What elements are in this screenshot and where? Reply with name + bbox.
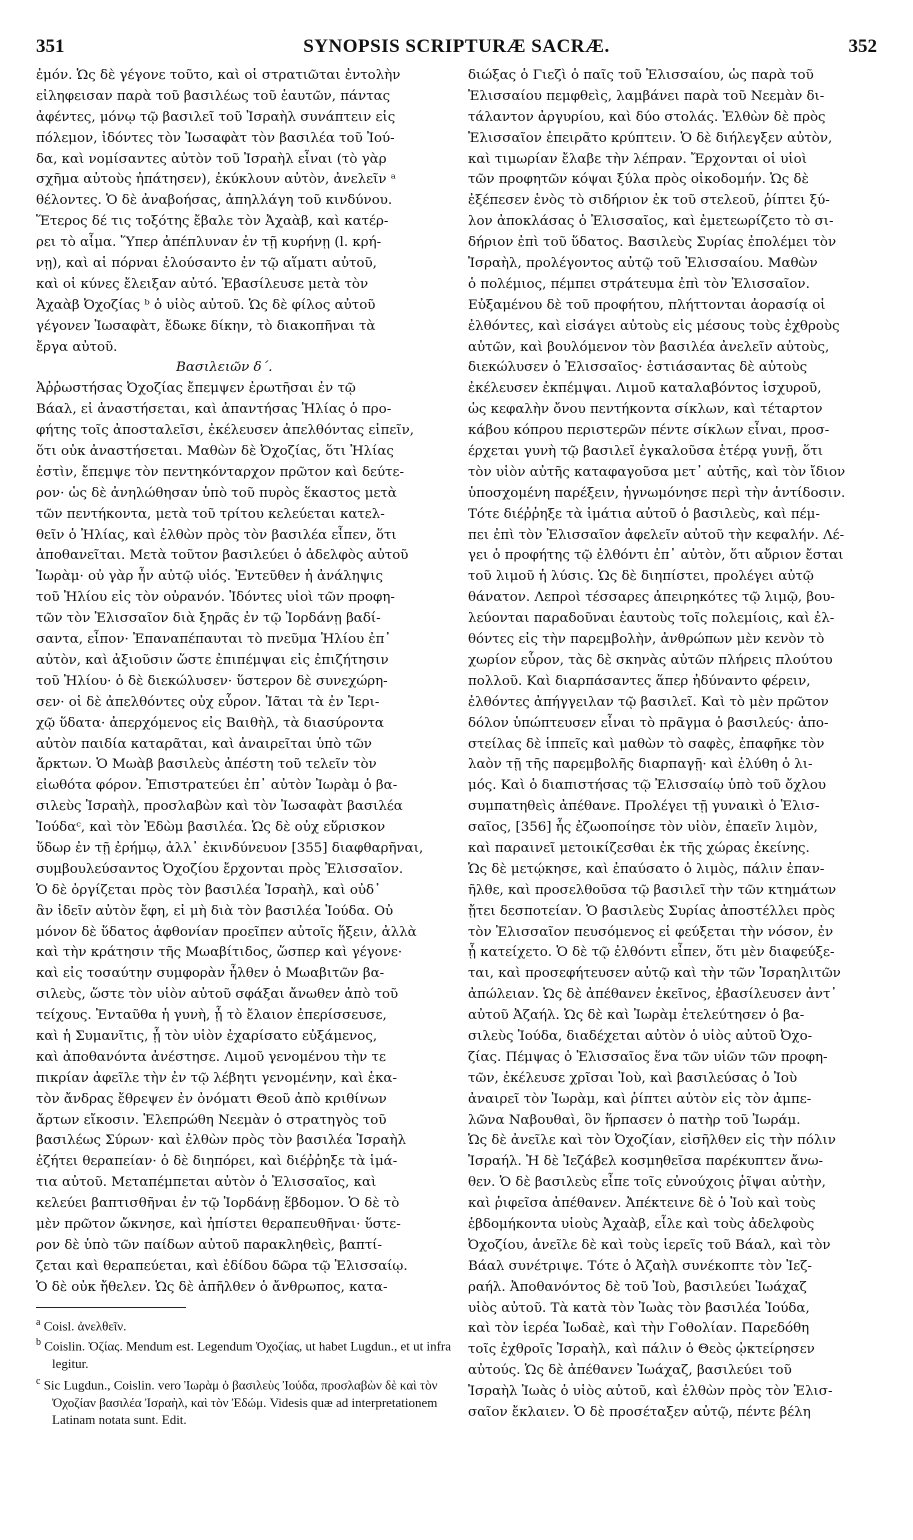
text-line: καὶ ῥιφεῖσα ἀπέθανεν. Ἀπέκτεινε δὲ ὁ Ἰοὺ καὶ τοὺς [468,1196,816,1212]
footnote-mark: a [36,1316,41,1328]
text-line: σχῆμα αὐτοὺς ἠπάτησεν), ἐκύκλουν αὐτὸν, ἀνελεῖν ᵃ [36,172,396,188]
text-line: πόλεμον, ἰδόντες τὸν Ἰωσαφὰτ τὸν βασιλέα τοῦ Ἰού- [36,130,395,146]
text-line: σαῖον ἔκλαιεν. Ὁ δὲ προσέταξεν αὐτῷ, πέντε βέλη [468,1405,811,1420]
text-line: Βάαλ, εἰ ἀναστήσεται, καὶ ἀπαντήσας Ἠλίας ὁ προ- [36,402,392,418]
running-title: SYNOPSIS SCRIPTURÆ SACRÆ. [303,36,610,57]
text-line: δα, καὶ νομίσαντες αὐτὸν τοῦ Ἰσραὴλ εἶναι (τὸ γὰρ [36,151,387,167]
text-line: Ὡς δὲ μετῴκησε, καὶ ἐπαύσατο ὁ λιμὸς, πάλιν ἐπαν- [468,861,825,877]
text-line: τὸν ἄνδρας ἔθρεψεν ἐν ὀνόματι Θεοῦ ἀπὸ κριθίνων [36,1091,387,1107]
text-line: εἰληφεισαν παρὰ τοῦ βασιλέως τοῦ ἑαυτῶν, πάντας [36,88,391,104]
text-line: αὐτὸν παιδία καταρᾶται, καὶ ἀναιρεῖται ὑπὸ τῶν [36,736,372,752]
text-line: ἐκέλευσεν ἐκπέμψαι. Λιμοῦ καταλαβόντος ἰσχυροῦ, [468,381,822,397]
text-line: διεκώλυσεν ὁ Ἐλισσαῖος· ἑστιάσαντας δὲ αὐτοὺς [468,360,808,376]
text-line: ἐζήτει θεραπείαν· ὁ δὲ διηπόρει, καὶ διέῤῥηξε τὰ ἱμά- [36,1154,398,1170]
text-line: μός. Καὶ ὁ διαπιστήσας τῷ Ἐλισσαίῳ ὑπὸ τοῦ ὄχλου [468,778,827,794]
text-line: σιλεὺς Ἰσραὴλ, προσλαβὼν καὶ τὸν Ἰωσαφὰτ βασιλέα [36,799,403,815]
text-line: ἐξέπεσεν ἑνὸς τὸ σιδήριον ἐκ τοῦ στελεοῦ, ῥίπτει ξύ- [468,193,830,209]
text-line: Ὡς δὲ ἀνεῖλε καὶ τὸν Ὀχοζίαν, εἰσῆλθεν εἰς τὴν πόλιν [468,1133,836,1149]
footnote [36,1314,454,1335]
footnote-mark: b [36,1337,41,1349]
text-line: τῶν προφητῶν κόψαι ξύλα πρὸς οἰκοδομήν. Ὡς δὲ [468,172,809,188]
text-line: Ἐλισσαῖον ἐπειρᾶτο κρύπτειν. Ὁ δὲ διήλεγξεν αὐτὸν, [468,130,833,146]
text-line: θεῖν ὁ Ἠλίας, καὶ ἐλθὼν πρὸς τὸν βασιλέα εἶπεν, ὅτι [36,527,397,543]
text-line: Βάαλ συνέτριψε. Τότε ὁ Ἀζαὴλ συνέκοπτε τὸν Ἰεζ- [468,1258,812,1274]
text-line: ῆλθε, καὶ προσελθοῦσα τῷ βασιλεῖ τὴν τῶν κτημάτων [468,882,837,898]
text-line: καὶ τὴν κράτησιν τῆς Μωαβίτιδος, ὥσπερ καὶ γέγονε· [36,945,403,961]
text-line: ἐλθόντες ἀπήγγειλαν τῷ βασιλεῖ. Καὶ τὸ μὲν πρῶτον [468,694,829,710]
text-line: Τότε διέῤῥηξε τὰ ἱμάτια αὐτοῦ ὁ βασιλεὺς, καὶ πέμ- [468,506,820,522]
footnotes [36,1314,454,1429]
section-heading: Βασιλειῶν δ΄. [176,360,273,376]
text-line: τῶν τὸν Ἐλισσαῖον διὰ ξηρᾶς ἐν τῷ Ἰορδάνῃ βαδί- [36,611,381,627]
text-line: λῶνα Ναβουθαὶ, ὃν ἥρπασεν ὁ πατὴρ τοῦ Ἰωράμ. [468,1112,801,1128]
text-line: ἑβδομήκοντα υἱοὺς Ἀχαὰβ, εἷλε καὶ τοὺς ἀδελφοὺς [468,1216,815,1232]
text-line: μὲν πρῶτον ὤκνησε, καὶ ἠπίστει θεραπευθῆναι· ὕστε- [36,1216,401,1232]
text-line: Ἀῤῥωστήσας Ὀχοζίας ἔπεμψεν ἐρωτῆσαι ἐν τῷ [36,381,356,397]
text-line: θόντες εἰς τὴν παρεμβολὴν, ἀνθρώπων μὲν κενὸν τὸ [468,632,825,648]
text-line: αὐτὸν, καὶ ἀξιοῦσιν ὥστε ἐπιπέμψαι εἰς ἐπιζήτησιν [36,652,389,668]
text-line: τοῦ Ἠλίου· ὁ δὲ διεκώλυσεν· ὕστερον δὲ συνεχώρη- [36,673,388,689]
text-line: μόνον δὲ ὕδατος ἀφθονίαν προεῖπεν αὐτοῖς ἥξειν, ἀλλὰ [36,924,417,940]
left-text-before-heading [36,66,454,358]
left-column [36,66,454,1429]
text-line: κάβου κόπρου περιστερῶν πέντε σίκλων εἶναι, προσ- [468,423,830,439]
text-line: ἐμόν. Ὡς δὲ γέγονε τοῦτο, καὶ οἱ στρατιῶται ἐντολὴν [36,68,401,83]
text-line: πικρίαν ἀφεῖλε τὴν ἐν τῷ λέβητι γενομένην, καὶ ἑκα- [36,1070,398,1086]
text-line: εἰωθότα φόρον. Ἐπιστρατεύει ἐπ᾽ αὐτὸν Ἰωρὰμ ὁ βα- [36,778,398,794]
text-line: καὶ ἡ Συμανῖτις, ᾗ τὸν υἱὸν ἐχαρίσατο εὐξάμενος, [36,1028,378,1044]
text-line: ρον δὲ ὑπὸ τῶν παίδων αὐτοῦ παρακληθεὶς, βαπτί- [36,1237,383,1253]
text-line: τάλαντον ἀργυρίου, καὶ δύο στολάς. Ἐλθὼν δὲ πρὸς [468,109,826,125]
text-line: Ἰωρὰμ· οὐ γὰρ ἦν αὐτῷ υἱός. Ἐντεῦθεν ἡ ἀνάληψις [36,569,384,585]
text-line: Ὁ δὲ οὐκ ἤθελεν. Ὡς δὲ ἀπῆλθεν ὁ ἄνθρωπος, κατα- [36,1279,388,1295]
text-line: κελεύει βαπτισθῆναι ἐν τῷ Ἰορδάνῃ ἕβδομον. Ὁ δὲ τὸ [36,1196,400,1212]
text-line: καὶ οἱ κύνες ἔλειξαν αὐτό. Ἐβασίλευσε μετὰ τὸν [36,276,369,292]
text-line: σιλεὺς, ὥστε τὸν υἱὸν αὐτοῦ σφάξαι ἄνωθεν ἀπὸ τοῦ [36,987,399,1003]
text-line: ἀφέντες, μόνῳ τῷ βασιλεῖ τοῦ Ἰσραὴλ συνάπτειν εἰς [36,109,396,125]
text-line: ᾗ κατείχετο. Ὁ δὲ τῷ ἐλθόντι εἶπεν, ὅτι μὲν διαφεύξε- [468,945,835,961]
text-line: ζεται καὶ θεραπεύεται, καὶ ἐδίδου δῶρα τῷ Ἐλισσαίῳ. [36,1258,408,1274]
text-line: θάνατον. Λεπροὶ τέσσαρες ἀπειρηκότες τῷ λιμῷ, βου- [468,590,835,606]
text-line: λον ἀποκλάσας ὁ Ἐλισσαῖος, καὶ ἐμετεωρίζετο τὸ σι- [468,214,834,230]
text-line: Εὐξαμένου δὲ τοῦ προφήτου, πλήττονται ἀορασίᾳ οἱ [468,297,826,313]
text-line: τια αὐτοῦ. Μεταπέμπεται αὐτὸν ὁ Ἐλισσαῖος, καὶ [36,1175,377,1191]
text-line: σαντα, εἶπον· Ἐπαναπέπαυται τὸ πνεῦμα Ἠλίου ἐπ᾽ [36,632,392,648]
text-line: γέγονεν Ἰωσαφὰτ, ἔδωκε δίκην, τὸ διακοπῆναι τὰ [36,318,376,334]
text-line: γει ὁ προφήτης τῷ ἐλθόντι ἐπ᾽ αὐτὸν, ὅτι αὔριον ἔσται [468,548,844,564]
text-line: Ἕτερος δέ τις τοξότης ἔβαλε τὸν Ἀχαὰβ, καὶ κατέρ- [36,214,389,230]
text-line: υἱὸς αὐτοῦ. Τὰ κατὰ τὸν Ἰωὰς τὸν βασιλέα Ἰούδα, [468,1300,810,1316]
text-line: καὶ παραινεῖ μετοικίζεσθαι ἐκ τῆς χώρας ἐκείνης. [468,840,810,856]
text-line: χῷ ὕδατα· ἀπερχόμενος εἰς Βαιθὴλ, τὰ διασύροντα [36,715,384,731]
text-line: ἄρτων εἴκοσιν. Ἐλεπρώθη Νεεμὰν ὁ στρατηγὸς τοῦ [36,1112,387,1128]
text-line: ὅτι οὐκ ἀναστήσεται. Μαθὼν δὲ Ὀχοζίας, ὅτι Ἠλίας [36,444,394,460]
text-line: φήτης τοῖς ἀποσταλεῖσι, ἐκέλευσεν ἀπελθόντας εἰπεῖν, [36,423,414,439]
text-line: συμπατηθεὶς ἀπέθανε. Προλέγει τῇ γυναικὶ ὁ Ἐλισ- [468,799,820,815]
text-line: σιλεὺς Ἰούδα, διαδέχεται αὐτὸν ὁ υἱὸς αὐτοῦ Ὀχο- [468,1028,813,1044]
text-line: ὕδωρ ἐν τῇ ἐρήμῳ, ἀλλ᾽ ἐκινδύνευον [355] διαφθαρῆναι, [36,840,424,856]
text-line: νῃ), καὶ αἱ πόρναι ἐλούσαντο ἐν τῷ αἵματι αὐτοῦ, [36,256,377,272]
text-line: σαῖος, [356] ἧς ἐζωοποίησε τὸν υἱὸν, ἐπαεῖν λιμὸν, [468,820,818,836]
text-line: πολλοῦ. Καὶ διαρπάσαντες ἅπερ ἠδύναντο φέρειν, [468,673,811,689]
footnote-mark: c [36,1375,41,1387]
text-line: δόλον ὑπώπτευσεν εἶναι τὸ πρᾶγμα ὁ βασιλεύς· ἀπο- [468,715,829,731]
text-line: ἂν ἰδεῖν αὐτὸν ἔφη, εἰ μὴ διὰ τὸν βασιλέα Ἰούδα. Οὐ [36,903,394,919]
text-line: τοῦ Ἠλίου εἰς τὸν οὐρανόν. Ἰδόντες υἱοὶ τῶν προφη- [36,590,395,606]
text-line: Ἰσραὴλ, προλέγοντος αὐτῷ τοῦ Ἐλισσαίου. Μαθὼν [468,256,818,272]
text-line: Ἀχαὰβ Ὀχοζίας ᵇ ὁ υἱὸς αὐτοῦ. Ὡς δὲ φίλος αὐτοῦ [36,297,376,313]
text-line: τοῖς ἐχθροῖς Ἰσραὴλ, καὶ πάλιν ὁ Θεὸς ᾠκτείρησεν [468,1342,815,1358]
text-line: λεύονται παραδοῦναι ἑαυτοὺς τοῖς πολεμίοις, καὶ ἐλ- [468,611,835,627]
text-line: θεν. Ὁ δὲ βασιλεὺς εἶπε τοῖς εὐνούχοις ῥῖψαι αὐτὴν, [468,1175,826,1191]
text-line: ὡς κεφαλὴν ὄνου πεντήκοντα σίκλων, καὶ τέταρτον [468,402,823,418]
text-line: δήριον ἐπὶ τοῦ ὕδατος. Βασιλεὺς Συρίας ἐπολέμει τὸν [468,235,837,251]
footnote-divider [36,1307,186,1308]
text-line: ἄρκτων. Ὁ Μωὰβ βασιλεὺς ἀπέστη τοῦ τελεῖν τὸν [36,757,377,773]
text-line: σεν· οἱ δὲ ἀπελθόντες οὐχ εὗρον. Ἰᾶται τὰ ἐν Ἱερι- [36,694,380,710]
text-line: Ἰούδαᶜ, καὶ τὸν Ἐδὼμ βασιλέα. Ὡς δὲ οὐχ εὕρισκον [36,820,386,836]
text-line: αὐτῶν, καὶ βουλόμενον τὸν βασιλέα ἀνελεῖν αὐτοὺς, [468,339,830,355]
text-line: ρει τὸ αἷμα. Ὕπερ ἀπέπλυναν ἐν τῇ κυρήνῃ (l. κρή- [36,235,382,251]
text-line: ἀποθανεῖται. Μετὰ τοῦτον βασιλεύει ὁ ἀδελφὸς αὐτοῦ [36,548,409,564]
text-line: ἀπώλειαν. Ὡς δὲ ἀπέθανεν ἐκεῖνος, ἐβασίλευσεν ἀντ᾽ [468,987,838,1003]
text-line: έρχεται γυνὴ τῷ βασιλεῖ ἐγκαλοῦσα ἑτέρᾳ γυνῇ, ὅτι [468,444,824,460]
text-line: Ἐλισσαίου πεμφθεὶς, λαμβάνει παρὰ τοῦ Νεεμὰν δι- [468,88,825,104]
text-line: τὸν υἱὸν αὐτῆς καταφαγοῦσα μετ᾽ αὐτῆς, καὶ τὸν ἴδιον [468,464,846,480]
text-line: ἔργα αὐτοῦ. [36,339,118,355]
text-line: ραήλ. Ἀποθανόντος δὲ τοῦ Ἰοὺ, βασιλεύει Ἰωάχαζ [468,1279,807,1295]
text-line: καὶ τὸν ἱερέα Ἰωδαὲ, καὶ τὴν Γοθολίαν. Παρεδόθη [468,1321,810,1337]
text-line: ἐλθόντες, καὶ εἰσάγει αὐτοὺς εἰς μέσους τοὺς ἐχθροὺς [468,318,840,334]
footnote [36,1373,454,1429]
text-line: Ἰσραήλ. Ἡ δὲ Ἰεζάβελ κοσμηθεῖσα παρέκυπτεν ἄνω- [468,1154,824,1170]
text-line: στείλας δὲ ἱππεῖς καὶ μαθὼν τὸ σαφὲς, ἐπαφῆκε τὸν [468,736,825,752]
text-line: αὐτούς. Ὡς δὲ ἀπέθανεν Ἰωάχαζ, βασιλεύει τοῦ [468,1363,792,1379]
page-number-right: 352 [848,36,877,57]
text-line: χωρίον εὗρον, τὰς δὲ σκηνὰς αὐτῶν πλήρεις πλούτου [468,652,833,668]
text-line: συμβουλεύσαντος Ὀχοζίου ἔρχονται πρὸς Ἐλισσαῖον. [36,861,404,877]
left-text-after-heading [36,379,454,1298]
text-line: Ὀχοζίου, ἀνεῖλε δὲ καὶ τοὺς ἱερεῖς τοῦ Βάαλ, καὶ τὸν [468,1237,831,1253]
text-line: τείχους. Ἐνταῦθα ἡ γυνὴ, ᾗ τὸ ἔλαιον ἐπερίσσευσε, [36,1008,387,1024]
text-line: ὁ πολέμιος, πέμπει στράτευμα ἐπὶ τὸν Ἐλισσαῖον. [468,276,810,292]
text-line: τῶν, ἐκέλευσε χρῖσαι Ἰοὺ, καὶ βασιλεύσας ὁ Ἰοὺ [468,1070,798,1086]
right-column [468,66,880,1424]
text-line: τοῦ λιμοῦ ἡ λύσις. Ὡς δὲ διηπίστει, προλέγει αὐτῷ [468,569,814,585]
footnote [36,1334,454,1372]
text-line: Ἰσραὴλ Ἰωὰς ὁ υἱὸς αὐτοῦ, καὶ ἐλθὼν πρὸς τὸν Ἐλισ- [468,1384,833,1400]
page-header [36,36,877,64]
footnote-text: Coisl. ἀνελθεῖν. [40,1317,127,1333]
text-line: ρον· ὡς δὲ ἀνηλώθησαν ὑπὸ τοῦ πυρὸς ἕκαστος μετὰ [36,485,397,501]
text-line: αὐτοῦ Ἀζαήλ. Ὡς δὲ καὶ Ἰωρὰμ ἐτελεύτησεν ὁ βα- [468,1008,805,1024]
text-line: ἐστὶν, ἔπεμψε τὸν πεντηκόνταρχον πρῶτον καὶ δεύτε- [36,464,404,480]
text-line: Ὁ δὲ ὀργίζεται πρὸς τὸν βασιλέα Ἰσραὴλ, καὶ οὐδ᾽ [36,882,381,898]
page-number-left: 351 [36,36,65,57]
text-line: θέλοντες. Ὁ δὲ ἀναβοήσας, ἀπηλλάγη τοῦ κινδύνου. [36,193,393,209]
text-line: ὑποσχομένη παρέξειν, ἠγνωμόνησε περὶ τὴν ἀντίδοσιν. [468,485,846,501]
text-line: ζίας. Πέμψας ὁ Ἐλισσαῖος ἕνα τῶν υἱῶν τῶν προφη- [468,1049,828,1065]
text-line: ται, καὶ προσεφήτευσεν αὐτῷ καὶ τὴν τῶν Ἰσραηλιτῶν [468,966,841,982]
footnote-text: Sic Lugdun., Coislin. vero Ἰωρὰμ ὁ βασιλεὺς Ἰούδα, προσλαβὼν δὲ καὶ τὸν Ὀχοζίαν βασιλέα Ἰσραὴλ, καὶ τὸν Ἐδώμ. Videsis quæ ad interpretationem Latinam notata sunt. Edit. [40,1377,438,1428]
text-line: καὶ ἀποθανόντα ἀνέστησε. Λιμοῦ γενομένου τὴν τε [36,1049,386,1065]
right-text [468,66,880,1424]
footnote-text: Coislin. Ὀζίας. Mendum est. Legendum Ὀχοζίας, ut habet Lugdun., et ut infra legitur. [41,1338,452,1372]
text-line: ᾔτει δεσποτείαν. Ὁ βασιλεὺς Συρίας ἀποστέλλει πρὸς [468,903,836,919]
text-line: πει ἐπὶ τὸν Ἐλισσαῖον ἀφελεῖν αὐτοῦ τὴν κεφαλήν. Λέ- [468,527,845,543]
text-line: βασιλέως Σύρων· καὶ ἐλθὼν πρὸς τὸν βασιλέα Ἰσραὴλ [36,1133,407,1149]
text-line: διώξας ὁ Γιεζὶ ὁ παῖς τοῦ Ἐλισσαίου, ὡς παρὰ τοῦ [468,68,814,83]
text-line: τῶν πεντήκοντα, μετὰ τοῦ τρίτου κελεύεται κατελ- [36,506,385,522]
text-line: καὶ τιμωρίαν ἔλαβε τὴν λέπραν. Ἔρχονται οἱ υἱοὶ [468,151,807,167]
text-line: ἀναιρεῖ τὸν Ἰωρὰμ, καὶ ῥίπτει αὐτὸν εἰς τὸν ἀμπε- [468,1091,812,1107]
text-line: τὸν Ἐλισσαῖον πευσόμενος εἰ φεύξεται τὴν νόσον, ἐν [468,924,834,940]
text-line: λαὸν τῇ τῆς παρεμβολῆς διαρπαγῇ· καὶ ἐλύθη ὁ λι- [468,757,813,773]
text-line: καὶ εἰς τοσαύτην συμφορὰν ἦλθεν ὁ Μωαβιτῶν βα- [36,966,385,982]
